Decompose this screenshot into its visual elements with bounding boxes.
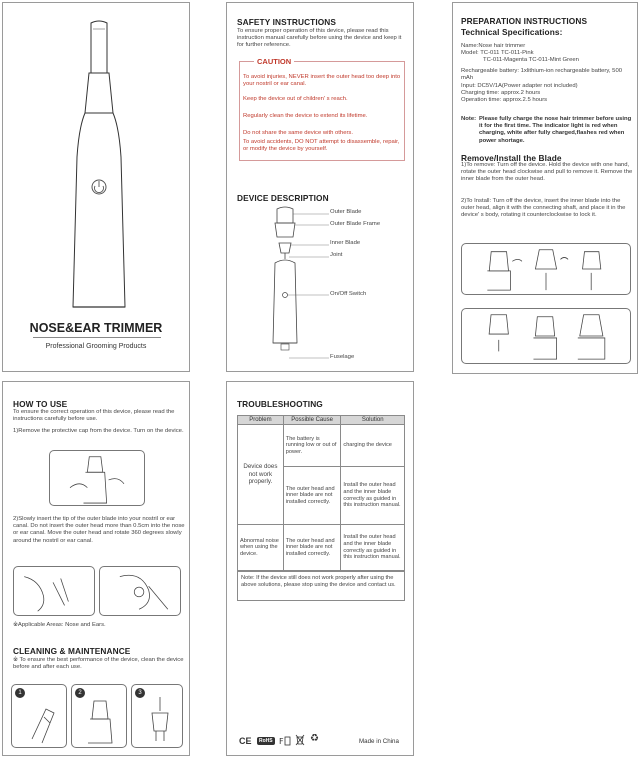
howto-heading: HOW TO USE bbox=[13, 399, 68, 409]
spec-line: Model: TC-011 TC-011-Pink bbox=[461, 50, 534, 56]
solution-cell: charging the device bbox=[341, 425, 405, 467]
part-label: Outer Blade bbox=[330, 209, 362, 215]
device-exploded-diagram bbox=[267, 203, 337, 363]
cleaning-text: ※ To ensure the best performance of the device, clean the device before and after each use. bbox=[13, 657, 184, 671]
part-label: Fuselage bbox=[330, 354, 355, 360]
preparation-panel bbox=[452, 2, 638, 374]
cleaning-step-figure bbox=[71, 684, 127, 748]
cover-panel bbox=[2, 2, 190, 372]
solution-cell: Install the outer head and the inner blade correctly as guided in this instruction manual. bbox=[341, 525, 405, 571]
troubleshooting-table bbox=[237, 415, 405, 571]
cause-cell: The outer head and inner blade are not installed correctly. bbox=[283, 525, 341, 571]
ce-mark: CE bbox=[239, 736, 252, 746]
spec-line: Charging time: approx.2 hours bbox=[461, 90, 541, 96]
part-label: Joint bbox=[330, 252, 343, 258]
cleaning-heading: CLEANING & MAINTENANCE bbox=[13, 646, 131, 656]
troubleshooting-note: Note: If the device still does not work properly after using the above solutions, please stop using the device and contact us. bbox=[237, 571, 405, 601]
remove-instructions: 1)To remove: Turn off the device. Hold the device with one hand, rotate the outer head clockwise and pull to remove it. Remove the inner blade from the outer head. bbox=[461, 162, 633, 183]
caution-item: Regularly clean the device to extend its lifetime. bbox=[243, 113, 368, 119]
cause-cell: The outer head and inner blade are not installed correctly. bbox=[283, 467, 341, 525]
part-label: On/Off Switch bbox=[330, 291, 367, 297]
blade-heading: Remove/Install the Blade bbox=[461, 153, 562, 163]
step-number: 1 bbox=[15, 688, 25, 698]
caution-box bbox=[239, 57, 405, 161]
cleaning-step-figure bbox=[131, 684, 183, 748]
cover-subtitle: Professional Grooming Products bbox=[45, 343, 147, 350]
part-label: Inner Blade bbox=[330, 240, 361, 246]
caution-item: To avoid accidents, DO NOT attempt to disassemble, repair, or modify the device by yourself. bbox=[243, 139, 400, 153]
rohs-mark: RoHS bbox=[259, 738, 273, 744]
cleaning-step-1-illustration bbox=[26, 699, 62, 745]
svg-text:F: F bbox=[279, 737, 284, 746]
troubleshooting-panel bbox=[226, 381, 414, 756]
caution-item: Do not share the same device with others. bbox=[243, 130, 354, 136]
prep-heading: PREPARATION INSTRUCTIONS bbox=[461, 16, 588, 26]
nose-use-figure bbox=[13, 566, 95, 616]
cover-divider bbox=[33, 337, 161, 338]
spec-line: Input: DC5V/1A(Power adapter not included) bbox=[461, 83, 578, 89]
cause-cell: The battery is running low or out of power. bbox=[283, 425, 341, 467]
problem-cell: Abnormal noise when using the device. bbox=[238, 525, 284, 571]
column-header: Possible Cause bbox=[283, 416, 341, 425]
made-in-china: Made in China bbox=[359, 738, 399, 745]
note-label: Note: bbox=[461, 116, 477, 122]
howto-intro: To ensure the correct operation of this device, please read the instructions carefully before use. bbox=[13, 409, 175, 423]
spec-line: TC-011-Magenta TC-011-Mint Green bbox=[483, 57, 579, 63]
recycle-icon: ♻ bbox=[310, 733, 319, 744]
spec-line: Operation time: approx.2.5 hours bbox=[461, 97, 548, 103]
install-blade-figure bbox=[461, 308, 631, 364]
how-to-use-panel bbox=[2, 381, 190, 756]
install-instructions: 2)To Install: Turn off the device, insert the inner blade into the outer head, align it with the connecting shaft, and place it in the device' s body, rotating it counterclockwise to lock it. bbox=[461, 198, 626, 219]
fcc-icon bbox=[279, 735, 291, 747]
solution-cell: Install the outer head and the inner blade correctly as guided in this instruction manual. bbox=[341, 467, 405, 525]
weee-bin-icon bbox=[295, 734, 305, 746]
device-heading: DEVICE DESCRIPTION bbox=[237, 193, 329, 203]
cleaning-step-figure bbox=[11, 684, 67, 748]
ear-use-figure bbox=[99, 566, 181, 616]
troubleshooting-heading: TROUBLESHOOTING bbox=[237, 399, 323, 409]
step-number: 3 bbox=[135, 688, 145, 698]
cleaning-step-2-illustration bbox=[82, 695, 122, 745]
prep-subheading: Technical Specifications: bbox=[461, 27, 563, 37]
caution-item: To avoid injuries, NEVER insert the outer head too deep into your nostril or ear canal. bbox=[243, 74, 401, 88]
spec-line: Rechargeable battery: 1xlithium-ion rechargeable battery, 500 mAh bbox=[461, 68, 622, 82]
problem-cell: Device does not work properly. bbox=[238, 425, 284, 525]
step-1-text: 1)Remove the protective cap from the device. Turn on the device. bbox=[13, 428, 184, 434]
caution-item: Keep the device out of children' s reach. bbox=[243, 96, 348, 102]
remove-blade-figure bbox=[461, 243, 631, 295]
spec-line: Name:Nose hair trimmer bbox=[461, 43, 526, 49]
safety-intro: To ensure proper operation of this device, please read this instruction manual carefully before using the device and keep it for further reference. bbox=[237, 28, 402, 49]
step-number: 2 bbox=[75, 688, 85, 698]
part-label: Outer Blade Frame bbox=[330, 221, 381, 227]
step-2-text: 2)Slowly insert the tip of the outer blade into your nostril or ear canal. Do not insert the outer head more than 0.5cm into the nose or ear canal. Move the outer head and rotate 360 degrees slowly around the nostril or ear canal. bbox=[13, 516, 185, 544]
safety-heading: SAFETY INSTRUCTIONS bbox=[237, 17, 337, 27]
applicable-areas: ※Applicable Areas: Nose and Ears. bbox=[13, 622, 106, 628]
column-header: Solution bbox=[341, 416, 405, 425]
safety-panel bbox=[226, 2, 414, 372]
caution-label: CAUTION bbox=[254, 57, 294, 66]
charge-note: Please fully charge the nose hair trimmer before using it for the first time. The indicator light is red when charging, white after fully charged,flashes red when power shortage. bbox=[479, 116, 632, 144]
trimmer-illustration bbox=[69, 17, 129, 315]
cover-title: NOSE&EAR TRIMMER bbox=[29, 321, 163, 335]
column-header: Problem bbox=[238, 416, 284, 425]
step-1-figure bbox=[49, 450, 145, 506]
cleaning-step-3-illustration bbox=[142, 695, 178, 745]
